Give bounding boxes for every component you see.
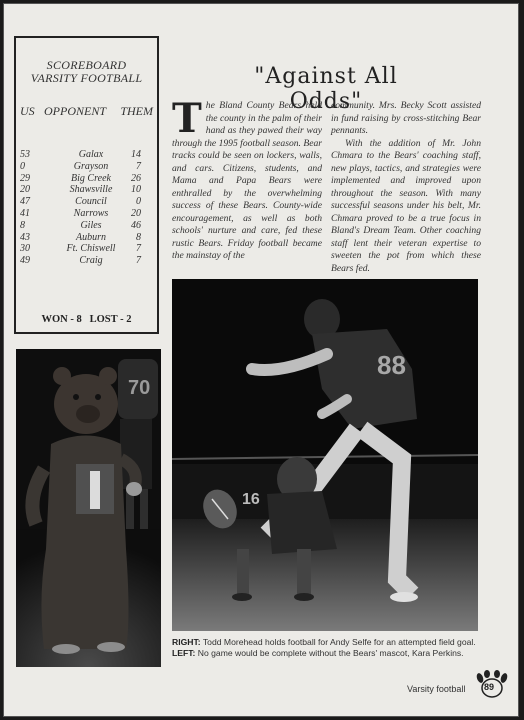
drop-cap: T	[172, 95, 202, 142]
us-score: 43	[20, 231, 30, 243]
game-row	[18, 220, 153, 232]
holder-jersey-number: 16	[242, 491, 260, 508]
article-paragraph-1-continued: community. Mrs. Becky Scott assisted in fund raising by cross-stitching Bear pennants.	[331, 100, 481, 136]
caption-left-text: No game would be complete without the Bears' mascot, Kara Perkins.	[195, 648, 464, 658]
opponent-name: Galax	[78, 149, 104, 160]
us-score: 29	[20, 172, 30, 184]
game-row	[18, 208, 153, 220]
article-paragraph-2: With the addition of Mr. John Chmara to the Bears' coaching staff, new plays, tactics, and strategies were implemented and improved upon throughout the season. With many successful seasons under his belt, Mr. Chmara proved to be a true focus in Bland's Dream Team. Other coaching staff lent their veteran expertise to sweeten the pot from which these Bears fed.	[331, 137, 481, 274]
article-column-1	[172, 95, 322, 263]
game-row	[18, 161, 153, 173]
article-column-2	[331, 100, 481, 275]
opponent-name: Narrows	[73, 207, 109, 219]
header-opponent: OPPONENT	[44, 104, 107, 118]
them-score: 7	[136, 160, 141, 172]
kicker-jersey-number: 88	[377, 350, 406, 380]
us-score: 41	[20, 207, 30, 219]
game-row	[18, 149, 153, 161]
them-score: 20	[131, 207, 141, 219]
scoreboard-title: SCOREBOARD	[46, 58, 127, 72]
mascot-photo	[16, 349, 161, 667]
game-row	[18, 196, 153, 208]
yearbook-page	[3, 3, 519, 717]
scoreboard-subtitle: VARSITY FOOTBALL	[30, 71, 143, 85]
opponent-name: Giles	[80, 219, 102, 231]
opponent-name: Shawsville	[69, 184, 113, 196]
them-score: 46	[131, 219, 141, 231]
them-score: 7	[136, 255, 141, 267]
opponent-name: Ft. Chiswell	[66, 243, 116, 255]
game-row	[18, 255, 153, 267]
them-score: 7	[136, 243, 141, 255]
header-us: US	[20, 104, 35, 118]
caption-left	[172, 648, 482, 659]
opponent-name: Big Creek	[71, 172, 111, 184]
us-score: 20	[20, 184, 30, 196]
game-row	[18, 184, 153, 196]
us-score: 0	[20, 160, 25, 172]
opponent-name: Grayson	[73, 160, 109, 172]
them-score: 8	[136, 231, 141, 243]
header-them: THEM	[120, 104, 153, 118]
scoreboard-box	[14, 36, 159, 334]
photo-captions	[172, 637, 482, 659]
section-label: Varsity football	[407, 684, 466, 694]
us-score: 49	[20, 255, 30, 267]
us-score: 8	[20, 219, 25, 231]
caption-left-label: LEFT:	[172, 648, 196, 658]
them-score: 26	[131, 172, 141, 184]
season-record: WON - 8 LOST - 2	[41, 314, 132, 325]
them-score: 10	[131, 184, 141, 196]
article-headline: "Against All Odds"	[254, 64, 398, 114]
them-score: 0	[136, 196, 141, 208]
background-jersey-number: 70	[128, 377, 151, 399]
page-number: 89	[484, 682, 495, 692]
opponent-name: Council	[75, 196, 107, 208]
mascot-illustration	[16, 349, 161, 667]
us-score: 47	[20, 196, 30, 208]
game-row	[18, 232, 153, 244]
game-row	[18, 173, 153, 185]
opponent-name: Auburn	[76, 231, 106, 243]
them-score: 14	[131, 149, 141, 160]
us-score: 53	[20, 149, 30, 160]
field-goal-illustration	[172, 279, 478, 631]
article-paragraph-1: he Bland County Bears held the county in the palm of their hand as they pawed their way through the 1995 football season. Bear tracks could be seen on lockers, walls, and cars. Citizens, students, and Mama and Papa Bears were enthralled by the overwhelming success of these Bears. County-wide encouragement, as well as both schools' nurture and care, fed these rustic Bears. Friday football became the mainstay of the	[172, 100, 322, 261]
field-goal-photo	[172, 279, 478, 631]
us-score: 30	[20, 243, 30, 255]
caption-right-text: Todd Morehead holds football for Andy Selfe for an attempted field goal.	[200, 637, 476, 647]
caption-right	[172, 637, 482, 648]
caption-right-label: RIGHT:	[172, 637, 201, 647]
scoreboard-rows	[18, 149, 153, 267]
game-row	[18, 243, 153, 255]
opponent-name: Craig	[79, 255, 103, 267]
